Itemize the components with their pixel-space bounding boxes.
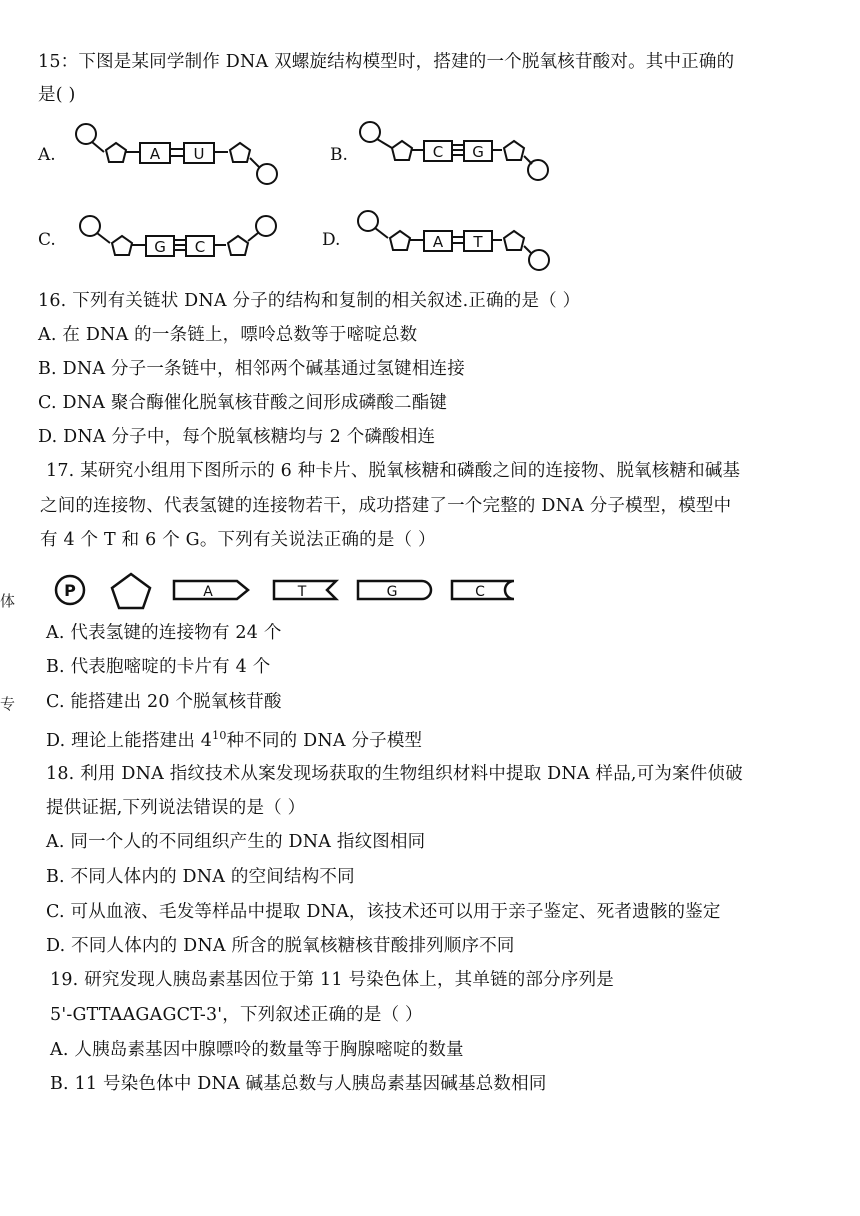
q18-stem-line1: 18. 利用 DNA 指纹技术从案发现场获取的生物组织材料中提取 DNA 样品,可为案件侦破 [46,764,743,784]
q17-stem-line2: 之间的连接物、代表氢键的连接物若干，成功搭建了一个完整的 DNA 分子模型，模型中 [40,496,732,516]
card-phosphate: P [64,581,76,600]
card-guanine: G [386,584,398,600]
q15-option-a-letter: A. [38,145,56,165]
q16-option-b: B. DNA 分子一条链中，相邻两个碱基通过氢键相连接 [38,359,465,379]
q17-cards-figure [52,568,522,614]
q15-c-right-base: C [194,238,206,256]
card-cytosine: C [475,584,485,600]
q17-option-a: A. 代表氢键的连接物有 24 个 [46,623,282,643]
q16-stem: 16. 下列有关链状 DNA 分子的结构和复制的相关叙述.正确的是（ ） [38,291,581,311]
q16-option-c: C. DNA 聚合酶催化脱氧核苷酸之间形成磷酸二酯键 [38,393,448,413]
card-thymine: T [297,584,307,600]
card-adenine: A [203,584,213,600]
q18-option-a: A. 同一个人的不同组织产生的 DNA 指纹图相同 [46,832,426,852]
q15-stem-line1: 15：下图是某同学制作 DNA 双螺旋结构模型时，搭建的一个脱氧核苷酸对。其中正确的 [38,52,735,72]
q15-option-d-diagram [352,205,562,275]
q15-a-right-base: U [193,145,205,163]
q15-option-d-letter: D. [322,230,341,250]
q16-option-a: A. 在 DNA 的一条链上，嘌呤总数等于嘧啶总数 [38,325,418,345]
q17-option-d-post: 种不同的 DNA 分子模型 [226,730,423,751]
margin-mark-2: 专 [0,695,16,713]
q17-option-b: B. 代表胞嘧啶的卡片有 4 个 [46,657,271,677]
q18-option-d: D. 不同人体内的 DNA 所含的脱氧核糖核苷酸排列顺序不同 [46,936,515,956]
q19-stem-line2: 5'-GTTAAGAGCT-3'，下列叙述正确的是（ ） [50,1005,423,1025]
q15-option-c-diagram [72,210,292,272]
q17-option-c: C. 能搭建出 20 个脱氧核苷酸 [46,692,282,712]
q15-b-right-base: G [472,143,484,161]
q15-d-left-base: A [432,233,444,251]
q17-stem-line1: 17. 某研究小组用下图所示的 6 种卡片、脱氧核糖和磷酸之间的连接物、脱氧核糖和碱基 [46,461,741,481]
q15-option-b-diagram [352,118,562,190]
q15-c-left-base: G [154,238,166,256]
q15-stem-line2: 是( ) [38,85,76,105]
q18-option-b: B. 不同人体内的 DNA 的空间结构不同 [46,867,355,887]
q19-stem-line1: 19. 研究发现人胰岛素基因位于第 11 号染色体上，其单链的部分序列是 [50,970,614,990]
q19-option-a: A. 人胰岛素基因中腺嘌呤的数量等于胸腺嘧啶的数量 [50,1040,464,1060]
q15-option-b-letter: B. [330,145,348,165]
margin-mark-1: 体 [0,592,16,610]
q18-option-c: C. 可从血液、毛发等样品中提取 DNA，该技术还可以用于亲子鉴定、死者遗骸的鉴定 [46,902,721,922]
q15-option-a-diagram [68,118,288,190]
q17-option-d-exponent: 10 [212,729,227,742]
q17-option-d [46,724,422,753]
q19-option-b: B. 11 号染色体中 DNA 碱基总数与人胰岛素基因碱基总数相同 [50,1074,547,1094]
q18-stem-line2: 提供证据,下列说法错误的是（ ） [46,798,306,818]
q15-a-left-base: A [149,145,161,163]
q15-d-right-base: T [473,233,483,251]
q15-b-left-base: C [432,143,444,161]
q17-option-d-pre: D. 理论上能搭建出 4 [46,730,213,751]
q15-option-c-letter: C. [38,230,56,250]
q17-stem-line3: 有 4 个 T 和 6 个 G。下列有关说法正确的是（ ） [40,530,436,550]
q16-option-d: D. DNA 分子中，每个脱氧核糖均与 2 个磷酸相连 [38,427,436,447]
